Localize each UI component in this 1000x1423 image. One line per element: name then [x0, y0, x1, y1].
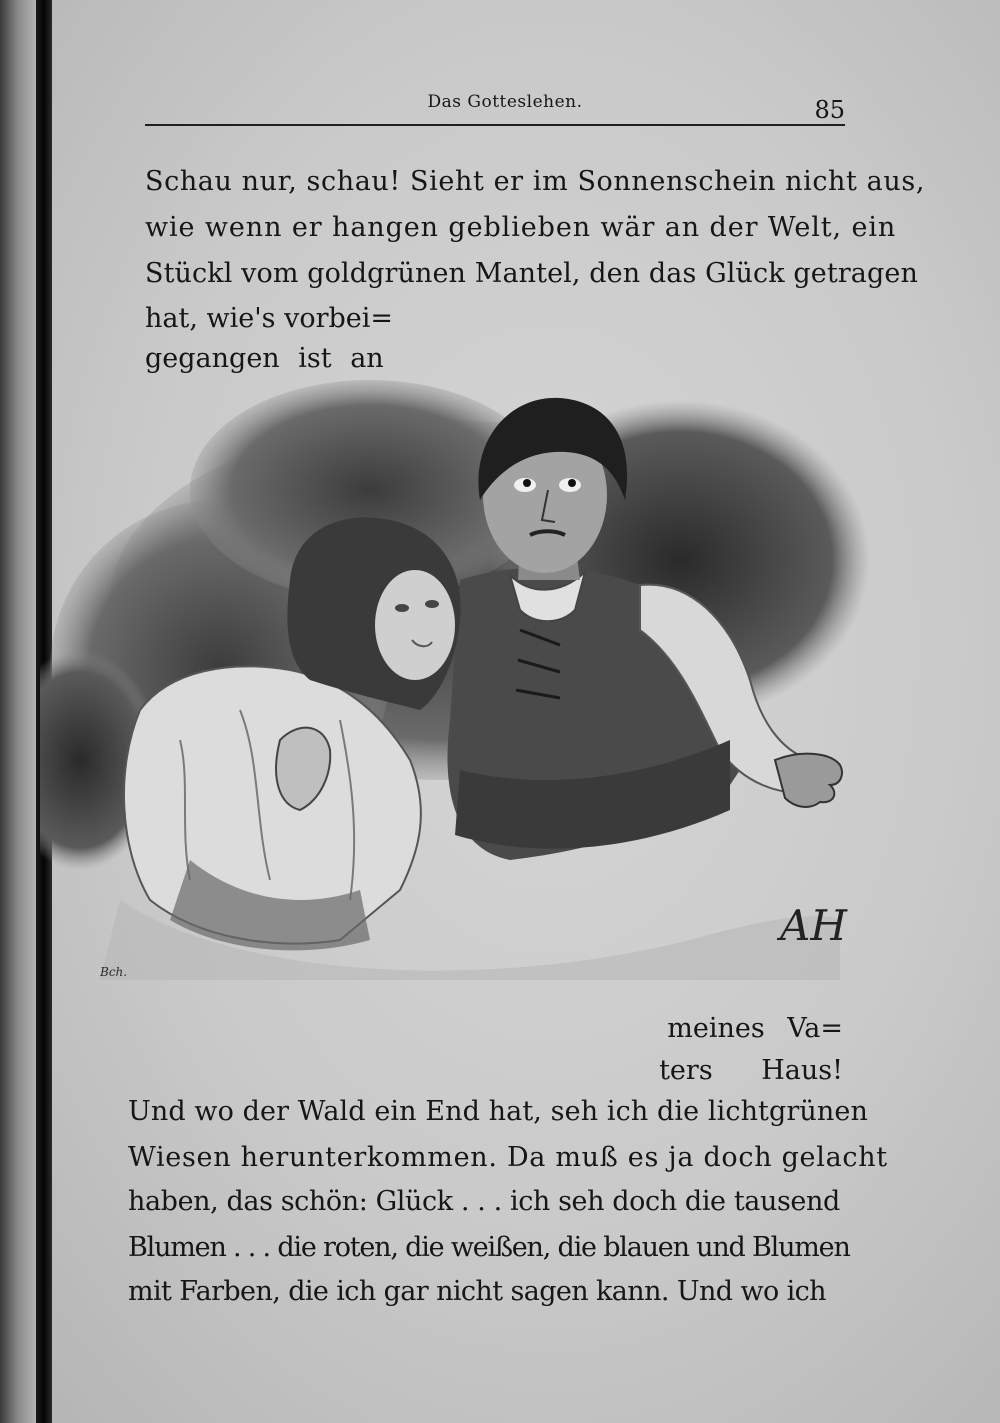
- illustration-drawing: [40, 380, 870, 1000]
- artist-mark: Bch.: [100, 965, 128, 979]
- text-line: Schau nur, schau! Sieht er im Sonnenschein nicht aus,: [145, 166, 926, 197]
- text-line: Wiesen herunterkommen. Da muß es ja doch gelacht: [128, 1142, 888, 1173]
- text-line: Stückl vom goldgrünen Mantel, den das Glück getragen: [145, 258, 918, 289]
- text-line: haben, das schön: Glück . . . ich seh doch die tausend: [128, 1186, 840, 1217]
- text-line: ters Haus!: [659, 1055, 843, 1086]
- text-line: hat, wie's vorbei=: [145, 303, 394, 334]
- text-line: wie wenn er hangen geblieben wär an der Welt, ein: [145, 212, 897, 243]
- text-line: mit Farben, die ich gar nicht sagen kann. Und wo ich: [128, 1276, 826, 1307]
- text-line: Blumen . . . die roten, die weißen, die blauen und Blumen: [128, 1232, 850, 1263]
- page-number: 85: [814, 96, 845, 124]
- illustration-monogram: AH: [780, 901, 847, 950]
- header-rule: [145, 124, 845, 126]
- page-header: [145, 90, 845, 140]
- text-line: gegangen ist an: [145, 343, 384, 374]
- illustration: [40, 380, 870, 1000]
- running-title: Das Gotteslehen.: [427, 92, 583, 112]
- text-line: Und wo der Wald ein End hat, seh ich die lichtgrünen: [128, 1096, 868, 1127]
- page-edge-shadow: [0, 0, 40, 1423]
- text-line: meines Va=: [667, 1013, 843, 1044]
